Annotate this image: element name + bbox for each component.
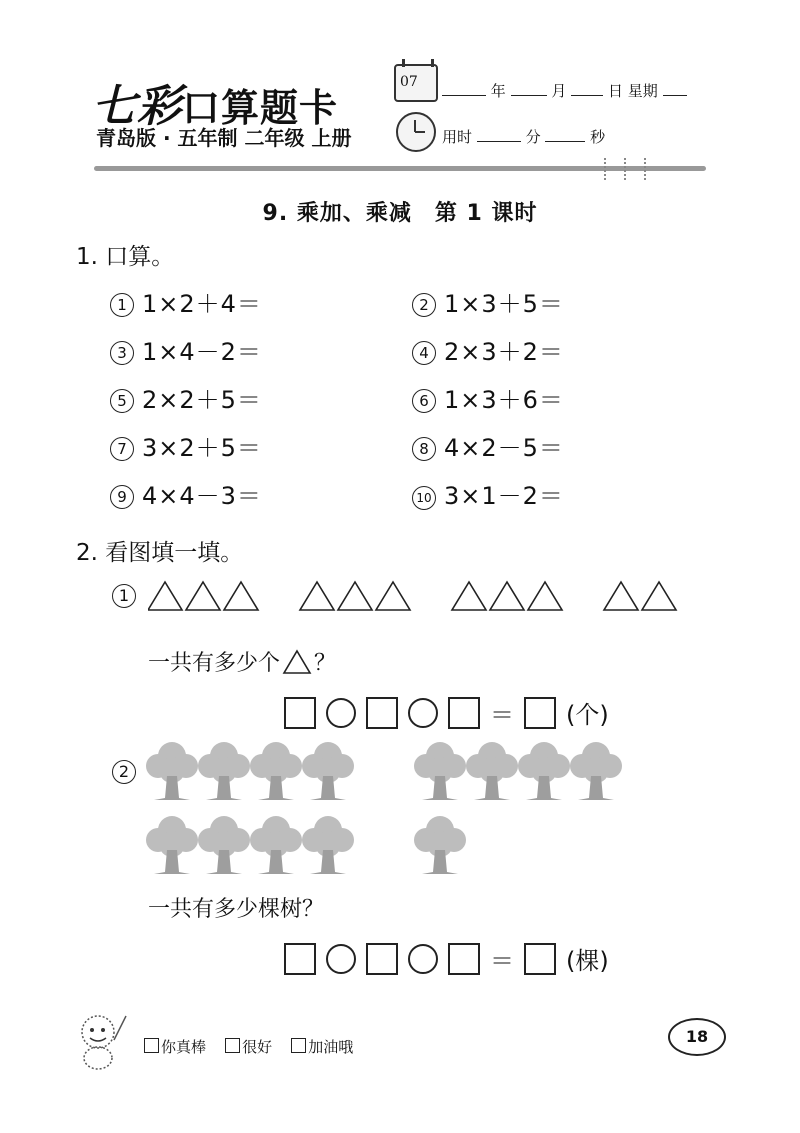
part2-equation	[284, 941, 609, 976]
year-label: 年	[490, 82, 506, 100]
problem-item	[412, 380, 564, 415]
problem-number: 10	[412, 486, 436, 510]
section2-heading: 2. 看图填一填。	[76, 540, 244, 566]
tree	[146, 816, 198, 874]
triangle	[224, 582, 258, 610]
month-label: 月	[551, 82, 567, 100]
triangle	[452, 582, 486, 610]
problem-expression: 4×4－3＝	[142, 482, 262, 510]
brand-qicai: 七彩	[92, 81, 182, 132]
triangle	[148, 582, 182, 610]
part2	[112, 760, 144, 784]
time-fill-line	[442, 126, 605, 147]
problem-number: 3	[110, 341, 134, 365]
minutes-blank[interactable]	[477, 127, 521, 142]
part1-question	[148, 646, 336, 677]
part2-question: 一共有多少棵树？	[148, 897, 325, 922]
tree	[414, 816, 466, 874]
problem-number: 8	[412, 437, 436, 461]
operator-circle[interactable]	[408, 698, 438, 728]
problem-item	[110, 380, 262, 415]
part1-question-mark: ？	[314, 651, 337, 676]
month-blank[interactable]	[511, 81, 547, 96]
header-beads	[604, 158, 664, 184]
problem-item	[412, 476, 564, 511]
problem-item	[412, 428, 564, 463]
day-blank[interactable]	[571, 81, 603, 96]
operator-circle[interactable]	[408, 944, 438, 974]
tree	[250, 816, 302, 874]
problem-number: 1	[110, 293, 134, 317]
problem-item	[110, 476, 262, 511]
operator-circle[interactable]	[326, 944, 356, 974]
problem-expression: 1×3＋6＝	[444, 386, 564, 414]
lesson-title: 9. 乘加、乘减 第 1 课时	[262, 201, 538, 226]
problem-expression: 1×4－2＝	[142, 338, 262, 366]
problem-expression: 3×2＋5＝	[142, 434, 262, 462]
triangle	[186, 582, 220, 610]
part2-number: 2	[112, 760, 136, 784]
answer-box[interactable]	[448, 697, 480, 729]
day-label: 日	[607, 82, 623, 100]
triangle	[528, 582, 562, 610]
problem-number: 2	[412, 293, 436, 317]
problem-expression: 3×1－2＝	[444, 482, 564, 510]
edition-label: 青岛版 · 五年制 二年级 上册	[96, 126, 352, 150]
answer-box[interactable]	[448, 943, 480, 975]
checkbox[interactable]	[144, 1038, 159, 1053]
date-fill-line	[442, 80, 687, 101]
part1-number: 1	[112, 584, 136, 608]
weekday-label: 星期	[627, 82, 658, 100]
tree	[146, 742, 198, 800]
tree	[198, 816, 250, 874]
triangle-groups	[148, 580, 693, 614]
problem-item	[110, 428, 262, 463]
rating-options	[144, 1036, 353, 1057]
problem-expression: 4×2－5＝	[444, 434, 564, 462]
tree	[518, 742, 570, 800]
triangle	[490, 582, 524, 610]
triangle	[376, 582, 410, 610]
equals-sign: ＝	[490, 701, 514, 729]
problem-item	[110, 284, 262, 319]
checkbox[interactable]	[225, 1038, 240, 1053]
triangle	[604, 582, 638, 610]
mascot-icon	[70, 1006, 134, 1072]
answer-box[interactable]	[366, 943, 398, 975]
problem-item	[412, 284, 564, 319]
rating-option[interactable]: 很好	[225, 1038, 272, 1056]
section1-heading: 1. 口算。	[76, 244, 175, 270]
problem-number: 6	[412, 389, 436, 413]
seconds-blank[interactable]	[545, 127, 585, 142]
problem-expression: 2×3＋2＝	[444, 338, 564, 366]
year-blank[interactable]	[442, 81, 486, 96]
problem-number: 9	[110, 485, 134, 509]
answer-box[interactable]	[284, 943, 316, 975]
equals-sign: ＝	[490, 947, 514, 975]
tree	[198, 742, 250, 800]
unit-label: (个)	[566, 701, 609, 729]
tree	[466, 742, 518, 800]
triangle	[338, 582, 372, 610]
part1	[112, 584, 144, 608]
result-box[interactable]	[524, 697, 556, 729]
calendar-icon	[394, 64, 438, 102]
problem-expression: 1×2＋4＝	[142, 290, 262, 318]
tree	[302, 742, 354, 800]
rating-option[interactable]: 加油哦	[291, 1038, 353, 1056]
weekday-blank[interactable]	[663, 81, 687, 96]
problem-item	[412, 332, 564, 367]
operator-circle[interactable]	[326, 698, 356, 728]
checkbox[interactable]	[291, 1038, 306, 1053]
brand-kousuan: 口算题卡	[182, 86, 339, 130]
problem-expression: 2×2＋5＝	[142, 386, 262, 414]
problem-number: 4	[412, 341, 436, 365]
calendar-day: 07	[400, 74, 418, 90]
problem-expression: 1×3＋5＝	[444, 290, 564, 318]
problem-number: 7	[110, 437, 134, 461]
answer-box[interactable]	[366, 697, 398, 729]
triangle-icon	[282, 649, 312, 675]
tree	[302, 816, 354, 874]
triangle	[642, 582, 676, 610]
seconds-label: 秒	[590, 128, 606, 146]
tree-groups	[146, 742, 626, 882]
result-box[interactable]	[524, 943, 556, 975]
problem-item	[110, 332, 262, 367]
tree	[414, 742, 466, 800]
page-number: 18	[668, 1018, 726, 1056]
time-label: 用时	[442, 128, 473, 146]
clock-icon	[396, 112, 436, 152]
problem-number: 5	[110, 389, 134, 413]
answer-box[interactable]	[284, 697, 316, 729]
part1-question-text: 一共有多少个	[148, 651, 281, 676]
minutes-label: 分	[525, 128, 541, 146]
rating-option[interactable]: 你真棒	[144, 1038, 206, 1056]
triangle	[300, 582, 334, 610]
tree	[570, 742, 622, 800]
part1-equation	[284, 695, 609, 730]
unit-label: (棵)	[566, 947, 609, 975]
tree	[250, 742, 302, 800]
